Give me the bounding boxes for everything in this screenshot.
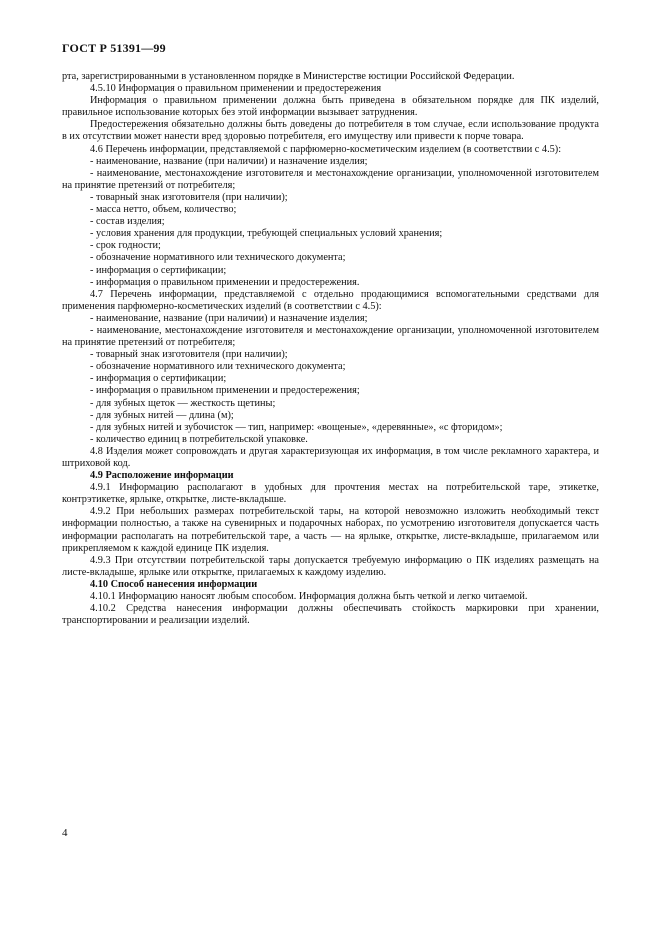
paragraph: 4.10.1 Информацию наносят любым способом. Информация должна быть четкой и легко читаемой. — [90, 591, 528, 603]
paragraph: рта, зарегистрированными в установленном порядке в Министерстве юстиции Российской Федерации. — [62, 71, 515, 82]
paragraph: - товарный знак изготовителя (при наличии); — [90, 349, 288, 361]
paragraph: 4.9.1 Информацию располагают в удобных для прочтения местах на потребительской таре, этикетке, контрэтикетке, ярлыке, открытке, листе-вкладыше. — [62, 482, 599, 506]
paragraph: - условия хранения для продукции, требующей специальных условий хранения; — [90, 228, 443, 240]
document-header: ГОСТ Р 51391—99 — [62, 41, 166, 55]
paragraph: - для зубных нитей и зубочисток — тип, например: «вощеные», «деревянные», «с фторидом»; — [90, 421, 503, 433]
page-number: 4 — [62, 827, 68, 839]
section-heading: 4.10 Способ нанесения информации — [90, 578, 258, 590]
paragraph: Предостережения обязательно должны быть доведены до потребителя в том случае, если использование продукта в их отсутствии может нанести вред здоровью потребителя, его имуществу или привести к порче товара. — [62, 119, 599, 143]
paragraph: 4.6 Перечень информации, представляемой с парфюмерно-косметическим изделием (в соответствии с 4.5): — [90, 143, 562, 155]
paragraph: - состав изделия; — [90, 216, 165, 228]
paragraph: 4.5.10 Информация о правильном применении и предостережения — [90, 83, 382, 95]
paragraph: - наименование, местонахождение изготовителя и местонахождение организации, уполномоченной изготовителем на принятие претензий от потребителя; — [62, 324, 599, 349]
paragraph: - информация о сертификации; — [90, 373, 227, 385]
paragraph: - количество единиц в потребительской упаковке. — [90, 433, 308, 445]
paragraph: 4.9.2 При небольших размерах потребительской тары, на которой невозможно изложить необходимый текст информации полностью, а также на сувенирных и подарочных наборах, по усмотрению изготовителя допускается часть информации располагать на потребительской таре, а часть — на ярлыке, открытке, листе-вкладыше, прилагаемом или прикрепляемом к каждой единице ПК изделия. — [62, 506, 599, 554]
paragraph: - наименование, название (при наличии) и назначение изделия; — [90, 155, 368, 167]
paragraph: - для зубных нитей — длина (м); — [90, 409, 234, 421]
paragraph: - наименование, местонахождение изготовителя и местонахождение организации, уполномоченной изготовителем на принятие претензий от потребителя; — [62, 167, 599, 191]
paragraph: - информация о сертификации; — [90, 264, 227, 276]
paragraph: - для зубных щеток — жесткость щетины; — [90, 397, 276, 409]
section-heading: 4.9 Расположение информации — [90, 470, 234, 482]
paragraph: - срок годности; — [90, 240, 161, 252]
paragraph: Информация о правильном применении должна быть приведена в обязательном порядке для ПК изделий, правильное использование которых без этой информации вызывает затруднения. — [62, 95, 599, 119]
paragraph: 4.7 Перечень информации, представляемой с отдельно продающимися вспомогательными средствами для применения парфюмерно-косметических изделий (в соответствии с 4.5): — [62, 288, 599, 312]
paragraph: - информация о правильном применении и предостережения. — [90, 276, 360, 288]
paragraph: - наименование, название (при наличии) и назначение изделия; — [90, 312, 368, 324]
document-body — [62, 71, 599, 627]
paragraph: - обозначение нормативного или технического документа; — [90, 361, 346, 373]
paragraph: - масса нетто, объем, количество; — [90, 204, 237, 216]
paragraph: 4.8 Изделия может сопровождать и другая характеризующая их информация, в том числе рекламного характера, и штриховой код. — [62, 445, 599, 469]
paragraph: - обозначение нормативного или технического документа; — [90, 252, 346, 264]
paragraph: - информация о правильном применении и предостережения; — [90, 385, 360, 397]
paragraph: 4.9.3 При отсутствии потребительской тары допускается требуемую информацию о ПК изделиях размещать на листе-вкладыше, ярлыке или открытке, прилагаемых к каждому изделию. — [62, 554, 599, 578]
paragraph: 4.10.2 Средства нанесения информации должны обеспечивать стойкость маркировки при хранении, транспортировании и реализации изделий. — [62, 603, 599, 627]
paragraph: - товарный знак изготовителя (при наличии); — [90, 191, 288, 203]
